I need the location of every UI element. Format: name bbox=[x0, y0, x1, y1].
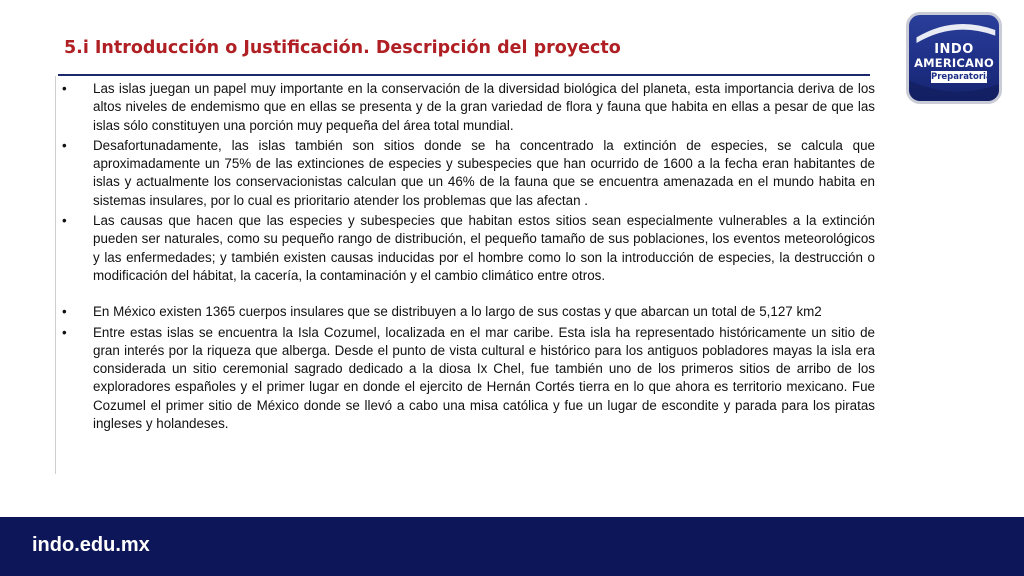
content-left-border bbox=[55, 76, 56, 474]
list-item bbox=[62, 137, 875, 210]
bullet-text: Desafortunadamente, las islas también son sitios donde se ha concentrado la extinción de especies, se calcula que aproximadamente un 75% de las extinciones de especies y subespecies que han ocurrido de 1600 a la fecha eran habitantes de islas y actualmente los conservacionistas calculan que un 46% de la fauna que se encuentra amenazada en el mundo habita en sistemas insulares, por lo cual es prioritario atender los problemas que las afectan . bbox=[93, 137, 875, 208]
bullet-dot: • bbox=[62, 81, 67, 96]
bullet-dot: • bbox=[62, 137, 67, 153]
list-item bbox=[62, 212, 875, 285]
bullet-text: En México existen 1365 cuerpos insulares que se distribuyen a lo largo de sus costas y que abarcan un total de 5,127 km2 bbox=[93, 304, 822, 320]
bullet-dot: • bbox=[62, 304, 67, 320]
footer-bar bbox=[0, 517, 1024, 576]
indo-americano-logo bbox=[906, 12, 1002, 104]
bullet-text: Entre estas islas se encuentra la Isla Cozumel, localizada en el mar caribe. Esta isla ha representado históricamente un sitio de gran interés por la riqueza que alberga. Desde el punto de vista cultural e histórico para los antiguos pobladores mayas la isla era considerada un sitio ceremonial sagrado dedicado a la diosa Ix Chel, fue también uno de los primeros sitios de arribo de los exploradores españoles y el primer lugar en donde el ejercito de Hernán Cortés tierra en lo que ahora es territorio mexicano. Fue Cozumel el primer sitio de México donde se llevó a cabo una misa católica y fue un lugar de escondite y parada para los piratas ingleses y holandeses. bbox=[93, 324, 875, 432]
logo-line-2: AMERICANO bbox=[914, 56, 994, 70]
slide-title: 5.i Introducción o Justificación. Descripción del proyecto bbox=[64, 38, 621, 58]
logo-line-1: INDO bbox=[934, 42, 974, 57]
bullet-list bbox=[62, 80, 875, 435]
footer-url[interactable]: indo.edu.mx bbox=[32, 534, 150, 556]
bullet-dot: • bbox=[62, 324, 67, 340]
list-item bbox=[62, 324, 875, 434]
bullet-dot: • bbox=[62, 213, 67, 229]
title-underline bbox=[58, 74, 870, 76]
list-item bbox=[62, 80, 875, 135]
list-item bbox=[62, 303, 875, 321]
bullet-text: Las causas que hacen que las especies y subespecies que habitan estos sitios sean especialmente vulnerables a la extinción pueden ser naturales, como su pequeño rango de distribución, el pequeño tamaño de sus poblaciones, los eventos meteorológicos y las enfermedades; y también existen causas inducidas por el hombre como lo son la introducción de especies, la destrucción o modificación del hábitat, la cacería, la contaminación y el cambio climático entre otros. bbox=[93, 213, 875, 283]
logo-line-3: Preparatoria bbox=[931, 72, 992, 82]
bullet-text: Las islas juegan un papel muy importante en la conservación de la diversidad biológica del planeta, esta importancia deriva de los altos niveles de endemismo que en ellas se presenta y de la gran variedad de flora y fauna que habita en ellas a pesar de que las islas sólo constituyen una porción muy pequeña del área total mundial. bbox=[93, 81, 875, 133]
